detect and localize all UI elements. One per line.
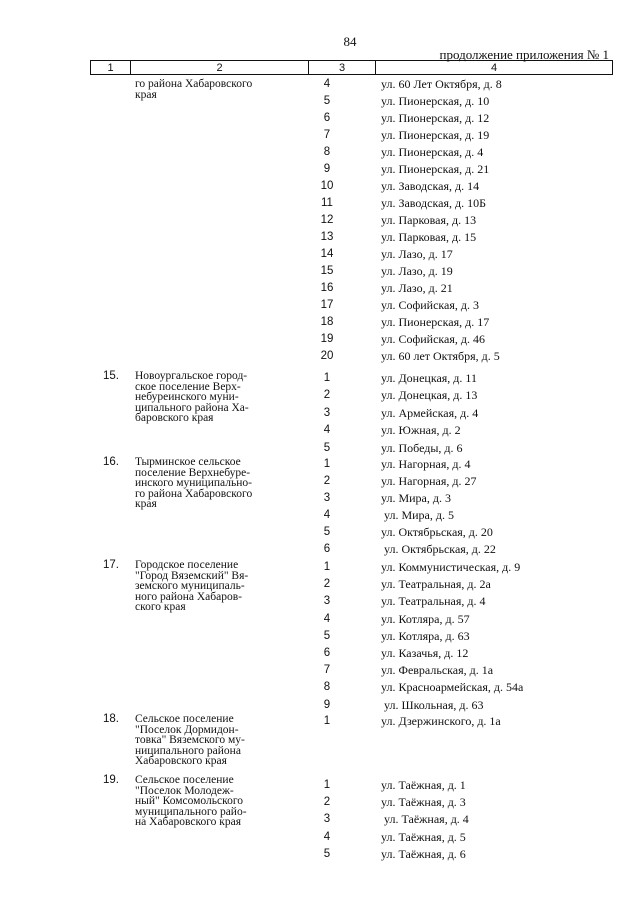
address-text: ул. Октябрьская, д. 20: [381, 525, 493, 539]
address-index: 14: [320, 248, 334, 260]
address-index: 3: [323, 406, 331, 419]
address-index: 5: [323, 847, 331, 860]
address-text: ул. Армейская, д. 4: [381, 405, 479, 420]
settlement-name: Городское поселение "Город Вяземский" Вя- земского муниципаль- ного района Хабаров- ского края: [135, 559, 249, 614]
address-text: ул. Победы, д. 6: [381, 440, 463, 455]
row-number: 15.: [103, 370, 119, 382]
settlement-name: го района Хабаровского края: [135, 78, 253, 101]
address-index: 15: [320, 265, 334, 277]
settlement-name: Сельское поселение "Поселок Дормидон- товка" Вяземского му- ниципального района Хабаровского края: [135, 713, 245, 768]
address-text: ул. Парковая, д. 15: [381, 230, 477, 244]
address-text: ул. Мира, д. 3: [381, 491, 451, 505]
address-index: 4: [323, 424, 331, 437]
continuation-note: продолжение приложения № 1: [439, 47, 609, 62]
address-text: ул. Пионерская, д. 17: [381, 315, 490, 329]
address-index: 3: [323, 595, 331, 608]
column-header-3: 3: [309, 61, 376, 75]
row-number: 17.: [103, 559, 119, 571]
address-index: 5: [323, 526, 331, 538]
address-text: ул. Красноармейская, д. 54а: [381, 680, 524, 695]
address-index: 9: [323, 698, 331, 711]
address-index: 9: [323, 163, 331, 175]
address-index: 16: [320, 282, 334, 294]
address-index: 2: [323, 475, 331, 487]
address-text: ул. Лазо, д. 19: [381, 264, 453, 278]
address-text: ул. Лазо, д. 17: [381, 247, 453, 261]
row-number: 16.: [103, 456, 119, 468]
address-text: ул. Дзержинского, д. 1а: [381, 714, 501, 728]
address-index: 11: [321, 197, 333, 209]
address-text: ул. Таёжная, д. 3: [381, 795, 466, 810]
address-text: ул. Таёжная, д. 1: [381, 778, 466, 792]
address-text: ул. Пионерская, д. 4: [381, 145, 484, 159]
address-text: ул. Лазо, д. 21: [381, 281, 453, 295]
address-text: ул. Пионерская, д. 21: [381, 162, 490, 176]
address-index: 20: [320, 350, 334, 362]
settlement-name: Новоургальское город- ское поселение Верх- небуреинского муни- ципального района Ха- баровского края: [135, 370, 249, 425]
address-text: ул. Заводская, д. 10Б: [381, 196, 486, 210]
address-index: 4: [323, 612, 331, 625]
address-text: ул. Мира, д. 5: [381, 508, 454, 522]
address-text: ул. Нагорная, д. 4: [381, 457, 471, 471]
row-number: 18.: [103, 713, 119, 725]
address-index: 3: [323, 813, 331, 826]
address-text: ул. Октябрьская, д. 22: [381, 542, 496, 556]
address-text: ул. Таёжная, д. 6: [381, 846, 466, 861]
address-index: 7: [323, 664, 331, 677]
address-text: ул. Коммунистическая, д. 9: [381, 560, 521, 574]
address-text: ул. Котляра, д. 63: [381, 628, 470, 643]
address-index: 6: [323, 543, 331, 555]
address-index: 6: [323, 112, 331, 124]
address-text: ул. Донецкая, д. 13: [381, 388, 478, 403]
column-header-row: [90, 60, 613, 75]
address-index: 1: [323, 561, 331, 573]
address-text: ул. Южная, д. 2: [381, 423, 461, 438]
address-index: 4: [323, 509, 331, 521]
address-index: 2: [323, 389, 331, 402]
address-text: ул. Театральная, д. 2а: [381, 577, 491, 592]
address-index: 3: [323, 492, 331, 504]
address-text: ул. Пионерская, д. 19: [381, 128, 490, 142]
address-index: 8: [323, 681, 331, 694]
settlement-name: Сельское поселение "Поселок Молодеж- ный" Комсомольского муниципального райо- на Хабаровского края: [135, 774, 247, 829]
address-index: 1: [323, 372, 331, 384]
address-index: 13: [320, 231, 334, 243]
address-index: 17: [320, 299, 334, 311]
address-index: 5: [323, 95, 331, 107]
address-index: 10: [320, 180, 334, 192]
address-index: 19: [320, 333, 334, 345]
address-text: ул. Нагорная, д. 27: [381, 474, 477, 488]
address-index: 18: [320, 316, 334, 328]
address-index: 1: [323, 458, 331, 470]
address-index: 8: [323, 146, 331, 158]
address-index: 4: [323, 78, 331, 90]
address-index: 5: [323, 629, 331, 642]
address-text: ул. Пионерская, д. 12: [381, 111, 490, 125]
address-index: 12: [320, 214, 334, 226]
address-text: ул. Пионерская, д. 10: [381, 94, 490, 108]
address-text: ул. Заводская, д. 14: [381, 179, 480, 193]
row-number: 19.: [103, 774, 119, 786]
address-text: ул. Таёжная, д. 5: [381, 829, 466, 844]
address-index: 1: [323, 779, 331, 791]
address-text: ул. 60 Лет Октября, д. 8: [381, 77, 502, 91]
address-text: ул. Таёжная, д. 4: [381, 812, 469, 827]
column-header-4: 4: [376, 61, 613, 75]
address-text: ул. Казачья, д. 12: [381, 646, 469, 660]
address-text: ул. Софийская, д. 3: [381, 298, 480, 312]
address-text: ул. Донецкая, д. 11: [381, 371, 477, 385]
address-index: 4: [323, 830, 331, 843]
address-text: ул. Февральская, д. 1а: [381, 663, 494, 678]
address-index: 2: [323, 796, 331, 809]
address-text: ул. 60 лет Октября, д. 5: [381, 349, 500, 363]
column-header-1: 1: [91, 61, 131, 75]
address-text: ул. Школьная, д. 63: [381, 697, 484, 712]
address-index: 7: [323, 129, 331, 141]
address-text: ул. Театральная, д. 4: [381, 594, 486, 609]
address-text: ул. Котляра, д. 57: [381, 611, 470, 626]
address-text: ул. Парковая, д. 13: [381, 213, 477, 227]
address-index: 2: [323, 578, 331, 591]
address-index: 1: [323, 715, 331, 727]
page-number: 84: [343, 34, 357, 49]
address-text: ул. Софийская, д. 46: [381, 332, 486, 346]
address-index: 5: [323, 441, 331, 454]
settlement-name: Тырминское сельское поселение Верхнебуре- инского муниципально- го района Хабаровского края: [135, 456, 253, 511]
column-header-2: 2: [131, 61, 309, 75]
address-index: 6: [323, 647, 331, 659]
